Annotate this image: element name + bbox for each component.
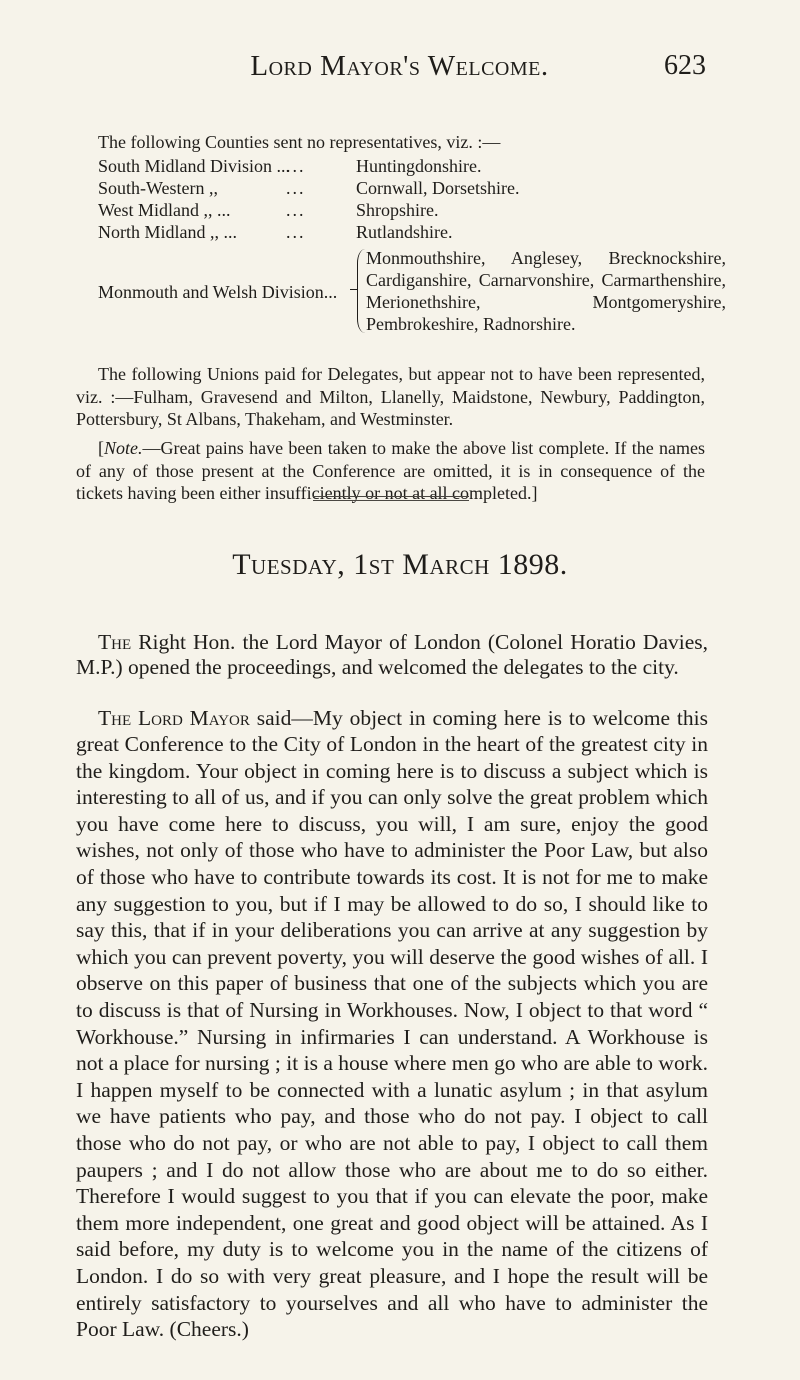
speaker-name: The Lord Mayor — [98, 705, 250, 730]
division-counties: Rutlandshire. — [356, 222, 453, 242]
note-text: —Great pains have been taken to make the above list complete. If the names of any of those present at the Conference are omitted, it is in consequence of the tickets having been either insufficiently or not at all completed.] — [76, 438, 705, 503]
leader-dots: ... — [286, 200, 306, 220]
running-head — [93, 50, 706, 90]
division-row — [98, 177, 718, 199]
division-counties: Huntingdonshire. — [356, 156, 482, 176]
division-name: Monmouth and Welsh Division... — [98, 282, 338, 302]
curly-brace — [357, 249, 366, 333]
leader-dots: ... — [286, 156, 306, 176]
note-open-bracket: [ — [98, 438, 104, 458]
division-table — [98, 155, 718, 243]
leader-dots: ... — [286, 222, 306, 242]
note-label: Note. — [104, 438, 143, 458]
section-rule — [313, 496, 469, 497]
division-name: West Midland ,, ... — [98, 200, 231, 220]
page-number: 623 — [664, 50, 706, 81]
section-rule — [313, 500, 469, 501]
lord-mayor-speech — [76, 705, 708, 1343]
curly-brace-tip — [350, 289, 358, 290]
note-paragraph — [76, 437, 705, 505]
opening-lead: The — [98, 629, 132, 654]
speech-text: said—My object in coming here is to welcome this great Conference to the City of London in the heart of the greatest city in the kingdom. Your object in coming here is to discuss a subject which is interesting to all of us, and if you can only solve the great problem which you have come here to discuss, you will, I am sure, enjoy the good wishes, not only of those who have to administer the Poor Law, but also of those who have to contribute towards its cost. It is not for me to make any suggestion to you, but if I may be allowed to do so, I should like to say this, that if in your deliberations you can arrive at any suggestion by which you can prevent poverty, you will deserve the good wishes of all. I observe on this paper of business that one of the subjects which you are to discuss is that of Nursing in Workhouses. Now, I object to that word “ Workhouse.” Nursing in infirmaries I can understand. A Workhouse is not a place for nursing ; it is a house where men go who are able to work. I happen myself to be connected with a lunatic asylum ; in that asylum we have patients who pay, and those who do not pay. I object to call those who do not pay, or who are not able to pay, I object to call them paupers ; and I do not allow those who are about me to do so either. Therefore I would suggest to you that if you can elevate the poor, make them more independent, one great and good object will be attained. As I said before, my duty is to welcome you in the name of the citizens of London. I do so with very great pleasure, and I hope the result will be entirely satisfactory to yourselves and all who have to administer the Poor Law. (Cheers.) — [76, 705, 708, 1342]
leader-dots: ... — [286, 178, 306, 198]
division-counties: Shropshire. — [356, 200, 439, 220]
unions-paragraph: The following Unions paid for Delegates, but appear not to have been represented, viz. :—Fulham, Gravesend and Milton, Llanelly, Maidstone, Newbury, Paddington, Pottersbury, St Albans, Thakeham, and Westminster. — [76, 364, 705, 429]
division-row — [98, 221, 718, 243]
division-name: South Midland Division ... — [98, 156, 291, 176]
division-name: North Midland ,, ... — [98, 222, 237, 242]
division-counties: Cornwall, Dorsetshire. — [356, 178, 520, 198]
opening-paragraph — [76, 630, 708, 681]
opening-text: Right Hon. the Lord Mayor of London (Colonel Horatio Davies, M.P.) opened the proceedings, and welcomed the delegates to the city. — [76, 629, 708, 679]
representatives-intro: The following Counties sent no representatives, viz. :— — [98, 132, 501, 152]
division-name: South-Western ,, — [98, 178, 219, 198]
division-row — [98, 199, 718, 221]
running-title: Lord Mayor's Welcome. — [250, 50, 549, 82]
division-counties: Monmouthshire, Anglesey, Brecknockshire, Cardiganshire, Carnarvonshire, Carmarthenshire, Merionethshire, Montgomeryshire, Pembrokeshire, Radnorshire. — [366, 248, 726, 334]
division-row — [98, 155, 718, 177]
date-heading: Tuesday, 1st March 1898. — [232, 548, 568, 581]
